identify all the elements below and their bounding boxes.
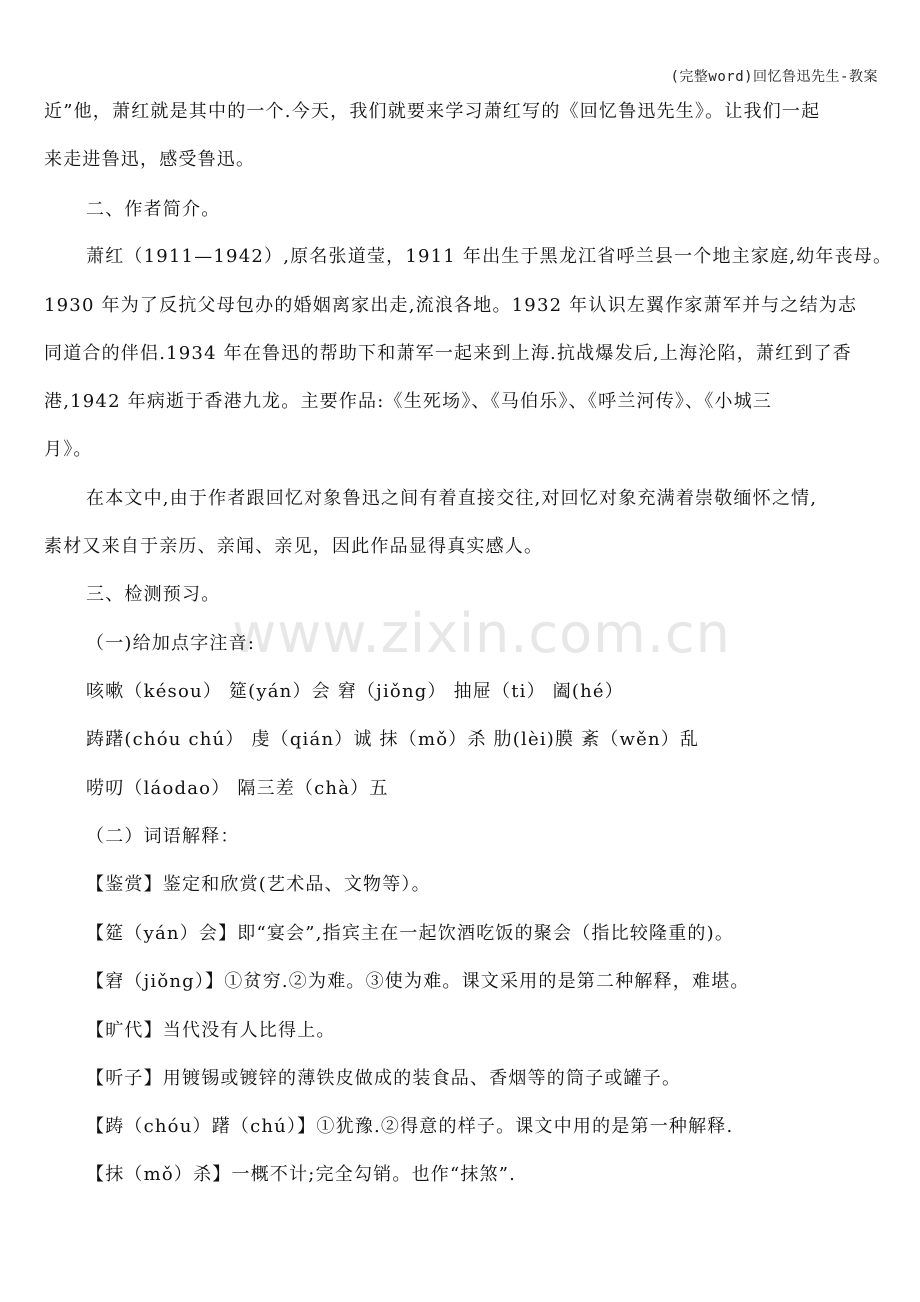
author-paragraph-line-3: 同道合的伴侣.1934 年在鲁迅的帮助下和萧军一起来到上海.抗战爆发后,上海沦陷，萧红到了香 [44,343,852,364]
subheading-vocabulary: （二）词语解释： [86,826,240,847]
section-heading-preview: 三、检测预习。 [86,584,221,605]
pinyin-row-2: 踌躇(chóu chú） 虔（qián）诚 抹（mǒ）杀 肋(lèi)膜 紊（wěn）乱 [86,729,700,750]
vocab-entry-tingzi: 【听子】用镀锡或镀锌的薄铁皮做成的装食品、香烟等的筒子或罐子。 [86,1068,682,1089]
author-paragraph-line-5: 月》。 [44,439,93,460]
vocab-entry-chouchu: 【踌（chóu）躇（chú）】①犹豫.②得意的样子。课文中用的是第一种解释. [86,1116,734,1137]
subheading-pinyin: （一)给加点字注音: [86,633,256,654]
vocab-entry-yanhui: 【筵（yán）会】即“宴会”,指宾主在一起饮酒吃饭的聚会（指比较隆重的)。 [86,923,735,944]
author-paragraph-line-4: 港,1942 年病逝于香港九龙。主要作品:《生死场》、《马伯乐》、《呼兰河传》、《小城三 [44,391,773,412]
section-heading-author: 二、作者简介。 [86,199,221,220]
vocab-entry-jianshang: 【鉴赏】鉴定和欣赏(艺术品、文物等）。 [86,874,431,895]
pinyin-row-3: 唠叨（láodao） 隔三差（chà）五 [86,778,389,799]
document-title-header: (完整word)回忆鲁迅先生-教案 [670,69,878,85]
vocab-entry-jiong: 【窘（jiǒng）】①贫穷.②为难。③使为难。课文采用的是第二种解释，难堪。 [86,971,750,992]
analysis-paragraph-line-2: 素材又来自于亲历、亲闻、亲见，因此作品显得真实感人。 [44,536,544,557]
author-paragraph-line-2: 1930 年为了反抗父母包办的婚姻离家出走,流浪各地。1932 年认识左翼作家萧军并与之结为志 [44,295,858,316]
intro-line-2: 来走进鲁迅，感受鲁迅。 [44,149,256,170]
vocab-entry-kuangdai: 【旷代】当代没有人比得上。 [86,1020,336,1041]
pinyin-row-1: 咳嗽（késou） 筵(yán）会 窘（jiǒng） 抽屉（ti） 阖(hé） [86,681,624,702]
watermark: www.zixin.com.cn [232,602,731,665]
vocab-entry-mosha: 【抹（mǒ）杀】一概不计;完全勾销。也作“抹煞”. [86,1164,517,1185]
intro-line-1: 近”他，萧红就是其中的一个.今天，我们就要来学习萧红写的《回忆鲁迅先生》。让我们一起 [44,101,821,122]
author-paragraph-line-1: 萧红（1911—1942）,原名张道莹，1911 年出生于黑龙江省呼兰县一个地主家庭,幼年丧母。 [86,246,893,267]
analysis-paragraph-line-1: 在本文中,由于作者跟回忆对象鲁迅之间有着直接交往,对回忆对象充满着崇敬缅怀之情, [86,488,818,509]
